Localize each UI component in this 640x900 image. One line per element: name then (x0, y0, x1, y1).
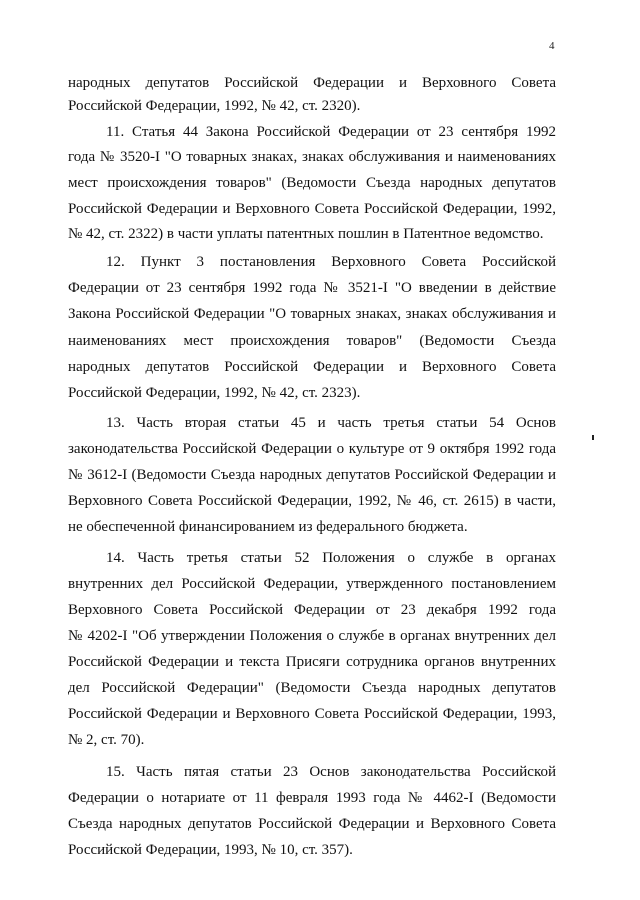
text-line: Российской Федерации, 1993, № 10, ст. 357). (68, 842, 353, 858)
text-line: не обеспеченной финансированием из федерального бюджета. (68, 519, 468, 535)
text-line: Российской Федерации и Верховного Совета Российской Федерации, 1992, (68, 201, 556, 217)
text-line: Верховного Совета Российской Федерации, 1992, № 46, ст. 2615) в части, (68, 493, 556, 509)
text-line: № 4202-I "Об утверждении Положения о службе в органах внутренних дел (68, 628, 556, 644)
text-line: № 3612-I (Ведомости Съезда народных депутатов Российской Федерации и (68, 467, 556, 483)
paragraph-first-line: 14. Часть третья статьи 52 Положения о службе в органах (106, 550, 556, 566)
text-line: Российской Федерации, 1992, № 42, ст. 2323). (68, 385, 361, 401)
paragraph-first-line: 12. Пункт 3 постановления Верховного Совета Российской (106, 254, 556, 270)
text-line: дел Российской Федерации" (Ведомости Съезда народных депутатов (68, 680, 556, 696)
text-line: Верховного Совета Российской Федерации от 23 декабря 1992 года (68, 602, 556, 618)
text-line: Закона Российской Федерации "О товарных знаках, знаках обслуживания и (68, 306, 556, 322)
text-line: Федерации о нотариате от 11 февраля 1993 года № 4462-I (Ведомости (68, 790, 556, 806)
text-line: Федерации от 23 сентября 1992 года № 3521-I "О введении в действие (68, 280, 556, 296)
scan-speck (592, 435, 594, 440)
text-line: Съезда народных депутатов Российской Федерации и Верховного Совета (68, 816, 556, 832)
text-line: внутренних дел Российской Федерации, утвержденного постановлением (68, 576, 556, 592)
text-line: мест происхождения товаров" (Ведомости Съезда народных депутатов (68, 175, 556, 191)
text-line: Российской Федерации и Верховного Совета Российской Федерации, 1993, (68, 706, 556, 722)
text-line: народных депутатов Российской Федерации и Верховного Совета (68, 359, 556, 375)
text-line: Российской Федерации и текста Присяги сотрудника органов внутренних (68, 654, 556, 670)
text-line: Российской Федерации, 1992, № 42, ст. 2320). (68, 98, 361, 114)
paragraph-first-line: 15. Часть пятая статьи 23 Основ законодательства Российской (106, 764, 556, 780)
text-line: № 2, ст. 70). (68, 732, 145, 748)
text-line: года № 3520-I "О товарных знаках, знаках обслуживания и наименованиях (68, 149, 556, 165)
text-line: наименованиях мест происхождения товаров" (Ведомости Съезда (68, 333, 556, 349)
paragraph-first-line: 11. Статья 44 Закона Российской Федерации от 23 сентября 1992 (106, 124, 556, 140)
text-line: народных депутатов Российской Федерации и Верховного Совета (68, 75, 556, 91)
paragraph-first-line: 13. Часть вторая статьи 45 и часть третья статьи 54 Основ (106, 415, 556, 431)
text-line: № 42, ст. 2322) в части уплаты патентных пошлин в Патентное ведомство. (68, 226, 544, 242)
page-number: 4 (549, 40, 555, 52)
text-line: законодательства Российской Федерации о культуре от 9 октября 1992 года (68, 441, 556, 457)
